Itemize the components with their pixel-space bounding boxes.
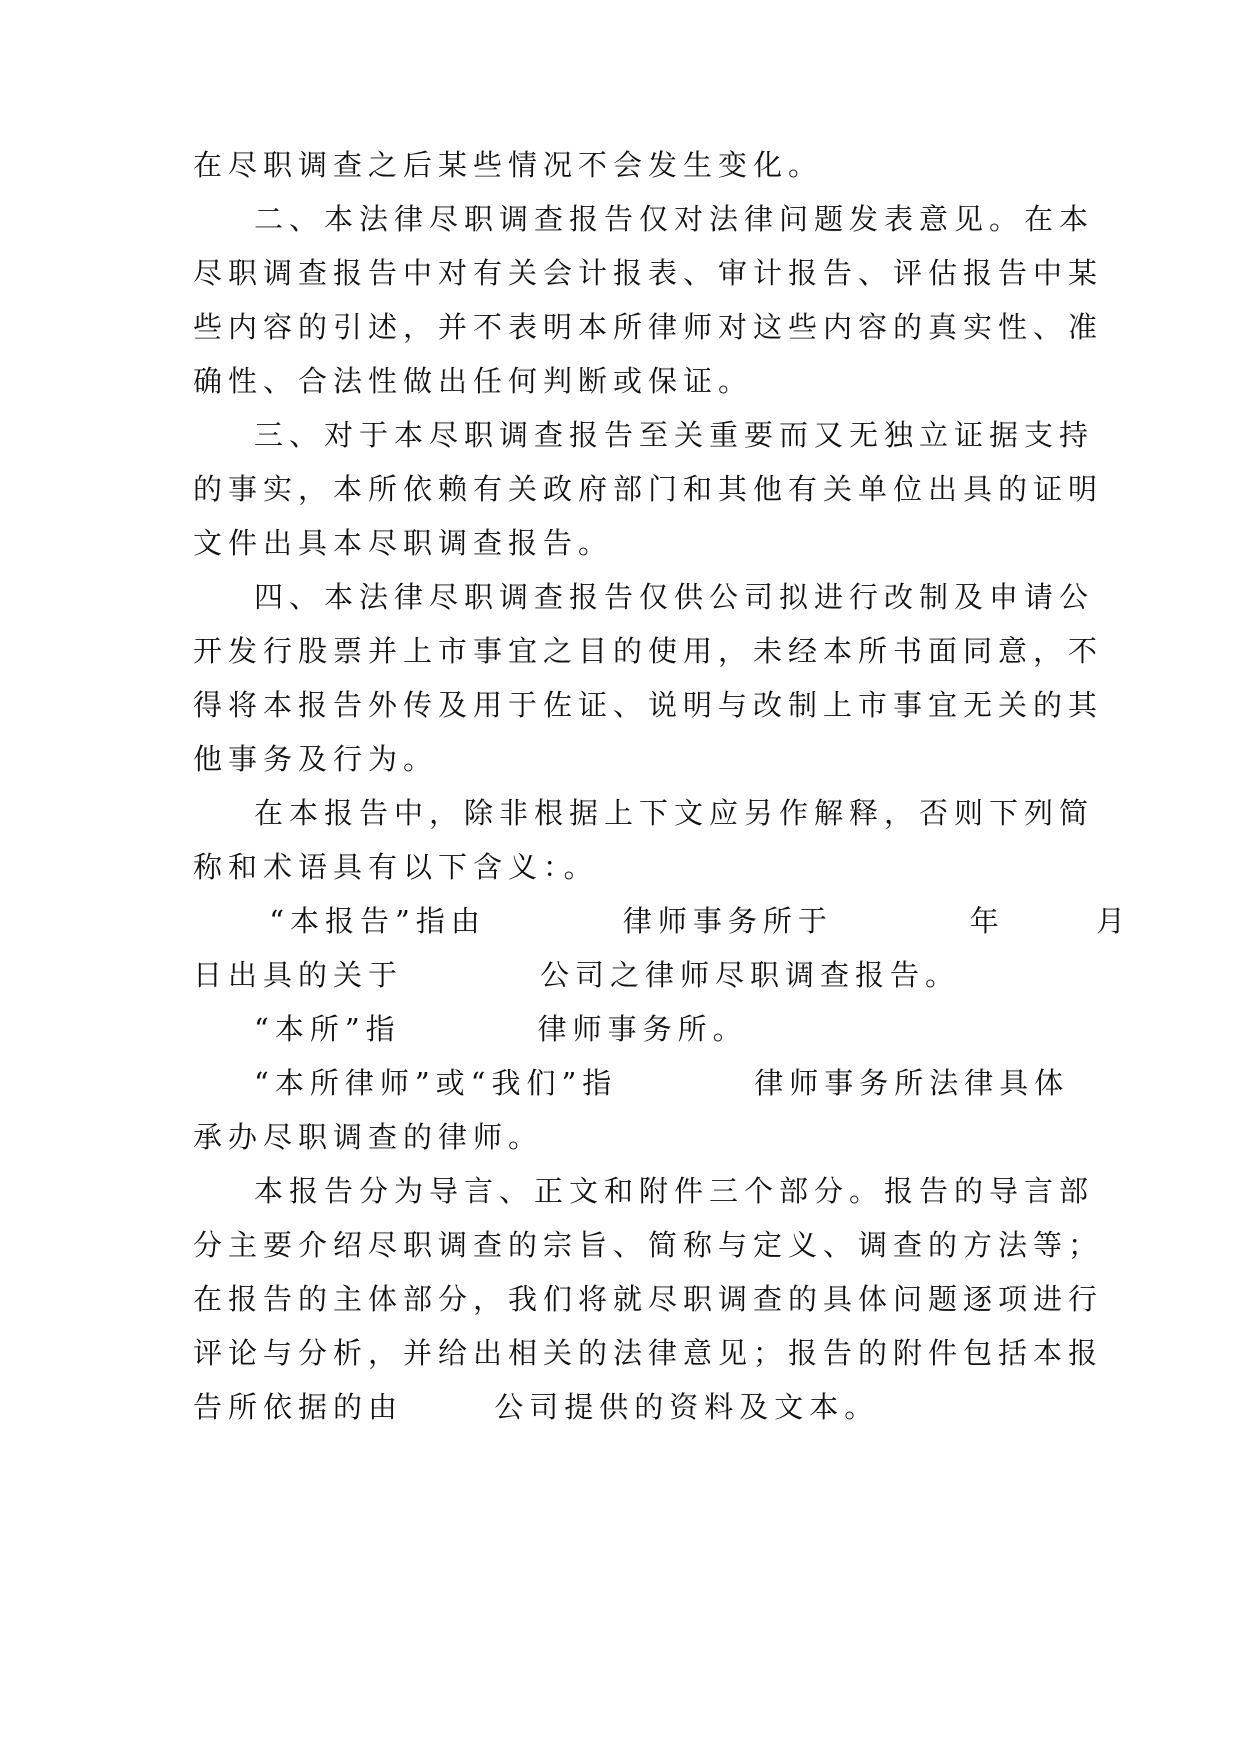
text-line: 告所依据的由 公司提供的资料及文本。 <box>193 1390 880 1424</box>
definition-line: “本所律师”或“我们”指 律师事务所法律具体 <box>254 1066 1070 1100</box>
text-line: 四、本法律尽职调查报告仅供公司拟进行改制及申请公 <box>254 580 1095 614</box>
definition-line: “本报告”指由 律师事务所于 年 月 <box>254 904 1132 938</box>
definition-line: “本所”指 律师事务所。 <box>254 1012 748 1046</box>
text-line: 文件出具本尽职调查报告。 <box>193 526 614 560</box>
text-line: 分主要介绍尽职调查的宗旨、简称与定义、调查的方法等； <box>193 1228 1104 1262</box>
text-line: 评论与分析，并给出相关的法律意见；报告的附件包括本报 <box>193 1336 1104 1370</box>
text-line: 尽职调查报告中对有关会计报表、审计报告、评估报告中某 <box>193 256 1104 290</box>
text-line: 三、对于本尽职调查报告至关重要而又无独立证据支持 <box>254 418 1095 452</box>
text-line: 在尽职调查之后某些情况不会发生变化。 <box>193 148 824 182</box>
text-line: 些内容的引述，并不表明本所律师对这些内容的真实性、准 <box>193 310 1104 344</box>
text-line: 本报告分为导言、正文和附件三个部分。报告的导言部 <box>254 1174 1095 1208</box>
text-line: 得将本报告外传及用于佐证、说明与改制上市事宜无关的其 <box>193 688 1104 722</box>
text-line: 的事实，本所依赖有关政府部门和其他有关单位出具的证明 <box>193 472 1104 506</box>
definition-line: 承办尽职调查的律师。 <box>193 1120 544 1154</box>
text-line: 确性、合法性做出任何判断或保证。 <box>193 364 754 398</box>
text-line: 称和术语具有以下含义：。 <box>193 850 599 884</box>
text-line: 在本报告中，除非根据上下文应另作解释，否则下列简 <box>254 796 1095 830</box>
text-line: 二、本法律尽职调查报告仅对法律问题发表意见。在本 <box>254 202 1095 236</box>
definition-line: 日出具的关于 公司之律师尽职调查报告。 <box>193 958 960 992</box>
text-line: 他事务及行为。 <box>193 742 439 776</box>
text-line: 开发行股票并上市事宜之目的使用，未经本所书面同意，不 <box>193 634 1104 668</box>
text-line: 在报告的主体部分，我们将就尽职调查的具体问题逐项进行 <box>193 1282 1104 1316</box>
